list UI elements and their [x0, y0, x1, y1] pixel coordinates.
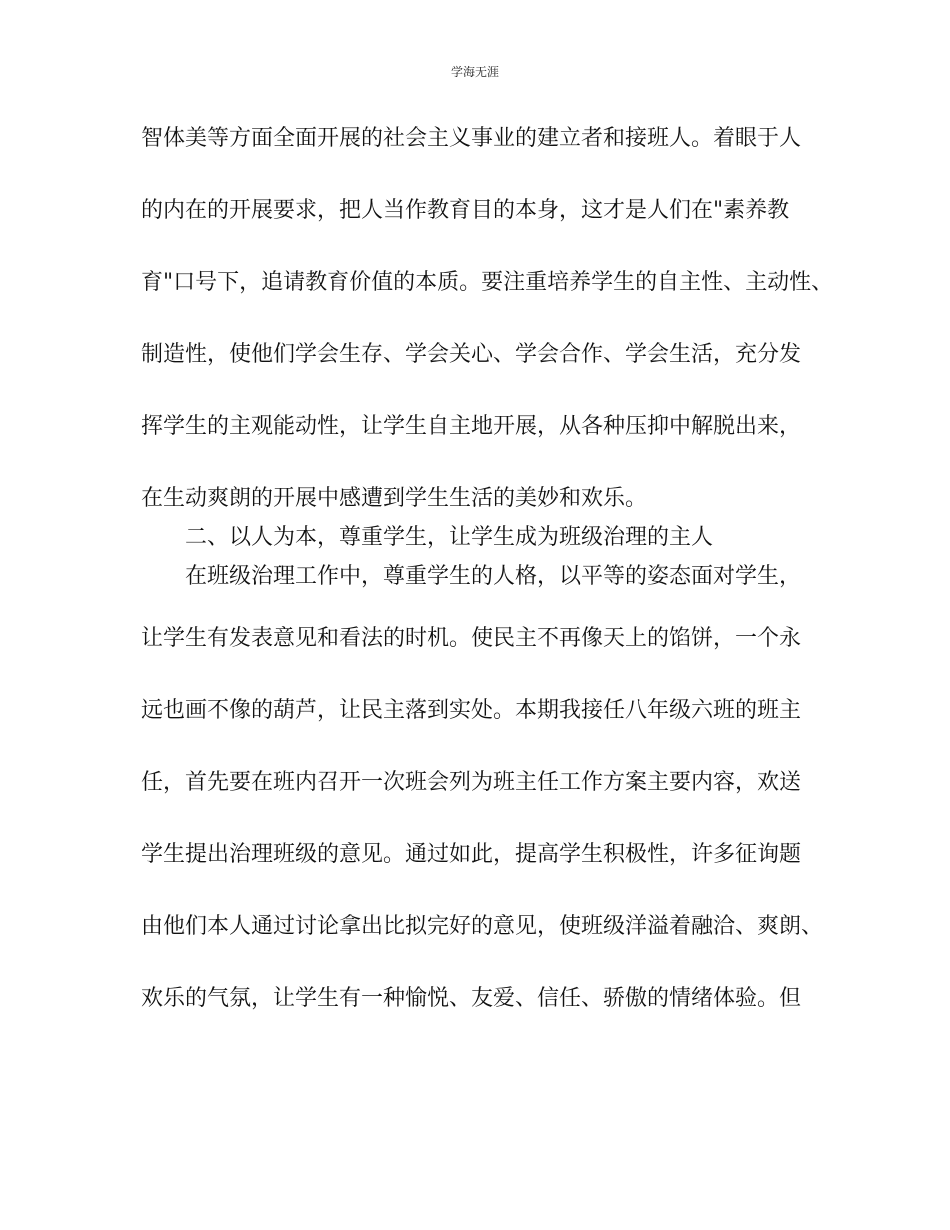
- paragraph-first-line: 在班级治理工作中，尊重学生的人格，以平等的姿态面对学生，: [185, 564, 802, 589]
- text-line: 远也画不像的葫芦，让民主落到实处。本期我接任八年级六班的班主: [141, 698, 802, 723]
- text-line: 智体美等方面全面开展的社会主义事业的建立者和接班人。着眼于人: [141, 126, 802, 151]
- body-text: [141, 123, 834, 1014]
- text-line: 学生提出治理班级的意见。通过如此，提高学生积极性，许多征询题: [141, 842, 802, 867]
- text-line: 挥学生的主观能动性，让学生自主地开展，从各种压抑中解脱出来，: [141, 414, 802, 439]
- section-heading: 二、以人为本，尊重学生，让学生成为班级治理的主人: [185, 525, 714, 550]
- text-line: 让学生有发表意见和看法的时机。使民主不再像天上的馅饼，一个永: [141, 626, 802, 651]
- text-line: 任，首先要在班内召开一次班会列为班主任工作方案主要内容，欢送: [141, 770, 802, 795]
- text-line: 欢乐的气氛，让学生有一种愉悦、友爱、信任、骄傲的情绪体验。但: [141, 986, 802, 1011]
- text-line: 制造性，使他们学会生存、学会关心、学会合作、学会生活，充分发: [141, 342, 802, 367]
- text-line: 育"口号下，追请教育价值的本质。要注重培养学生的自主性、主动性、: [141, 270, 834, 295]
- text-line: 的内在的开展要求，把人当作教育目的本身，这才是人们在"素养教: [141, 198, 790, 223]
- text-line: 由他们本人通过讨论拿出比拟完好的意见，使班级洋溢着融洽、爽朗、: [141, 914, 824, 939]
- text-line: 在生动爽朗的开展中感遭到学生生活的美妙和欢乐。: [141, 486, 648, 511]
- running-header: 学海无涯: [450, 65, 499, 79]
